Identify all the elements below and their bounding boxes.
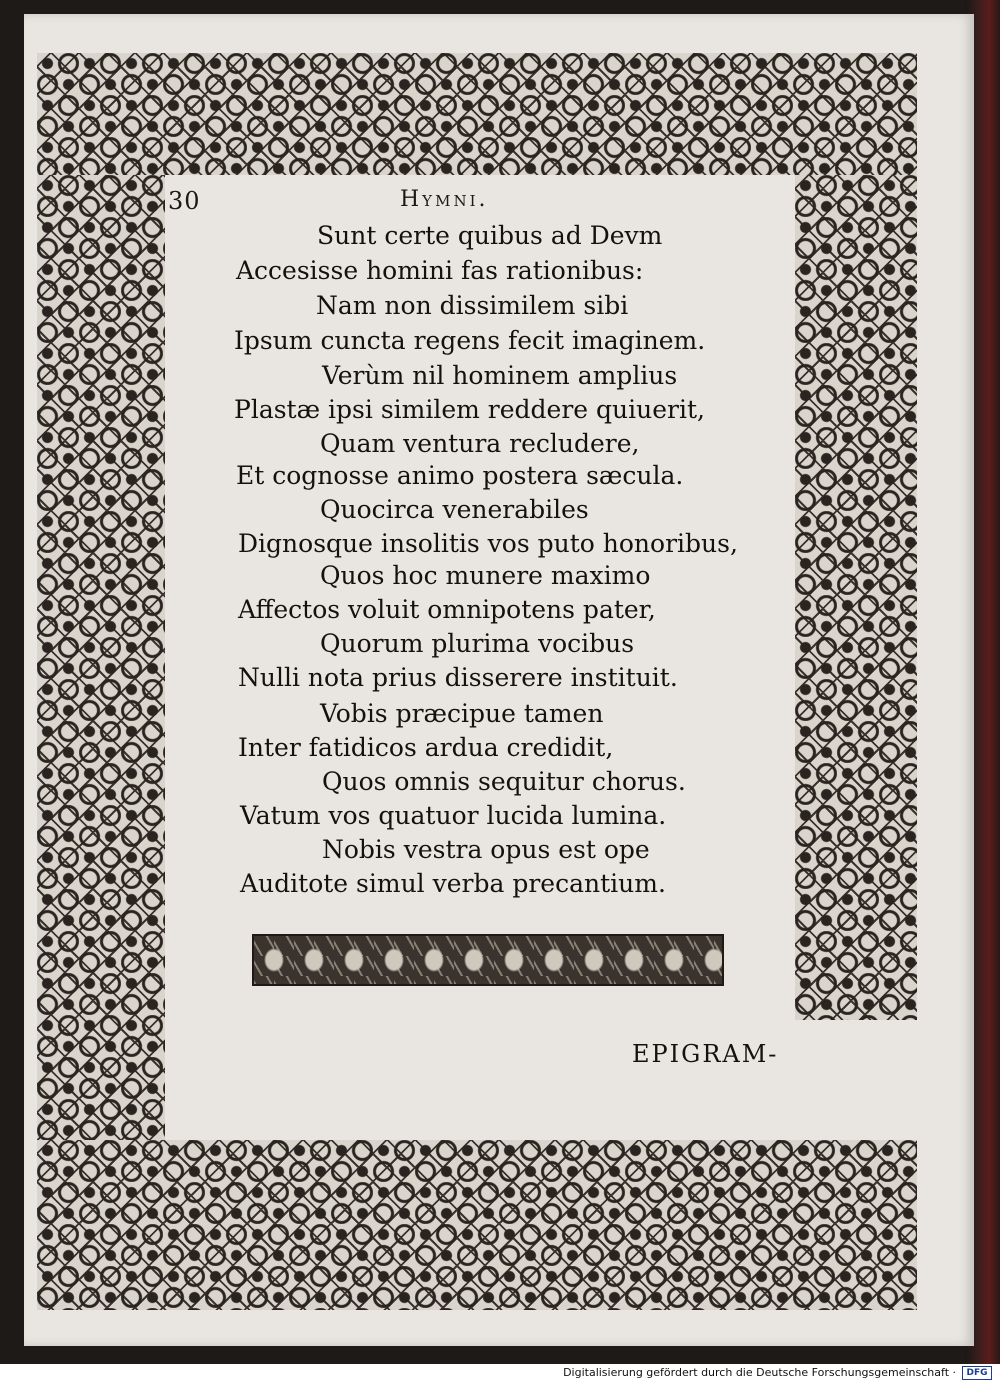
poem-line: Vatum vos quatuor lucida lumina. (240, 801, 667, 830)
catchword-area (620, 1020, 917, 1140)
poem-line: Ipsum cuncta regens fecit imaginem. (234, 326, 706, 355)
poem-line: Inter fatidicos ardua credidit, (238, 733, 614, 762)
poem-line: Quorum plurima vocibus (320, 629, 635, 658)
ornamental-border-bottom (37, 1140, 917, 1310)
dfg-logo: DFG (962, 1366, 992, 1380)
poem-line: Quocirca venerabiles (320, 495, 589, 524)
poem-line: Verùm nil hominem amplius (322, 361, 678, 390)
poem-line: Accesisse homini fas rationibus: (236, 256, 644, 285)
poem-line: Nam non dissimilem sibi (316, 291, 629, 320)
poem-line: Vobis præcipue tamen (320, 699, 604, 728)
poem-line: Et cognosse animo postera sæcula. (236, 461, 684, 490)
running-head: Hymni. (400, 187, 489, 212)
digitization-credit: Digitalisierung gefördert durch die Deutsche Forschungsgemeinschaft · (563, 1366, 956, 1379)
poem-line: Quos omnis sequitur chorus. (322, 767, 686, 796)
poem-line: Auditote simul verba precantium. (240, 869, 666, 898)
poem-line: Sunt certe quibus ad Devm (317, 221, 663, 250)
poem-line: Quos hoc munere maximo (320, 561, 651, 590)
ornamental-border-top (37, 53, 917, 175)
page-number: 30 (168, 187, 201, 215)
decorative-ornament-bar (252, 934, 724, 986)
ornamental-border-right (795, 175, 917, 1020)
poem-line: Dignosque insolitis vos puto honoribus, (238, 529, 738, 558)
poem-line: Nobis vestra opus est ope (322, 835, 650, 864)
poem-line: Affectos voluit omnipotens pater, (238, 595, 656, 624)
catchword: EPIGRAM- (632, 1040, 779, 1068)
ornamental-border-left (37, 175, 165, 1140)
poem-line: Nulli nota prius disserere instituit. (238, 663, 678, 692)
poem-line: Plastæ ipsi similem reddere quiuerit, (234, 395, 705, 424)
poem-line: Quam ventura recludere, (320, 429, 640, 458)
